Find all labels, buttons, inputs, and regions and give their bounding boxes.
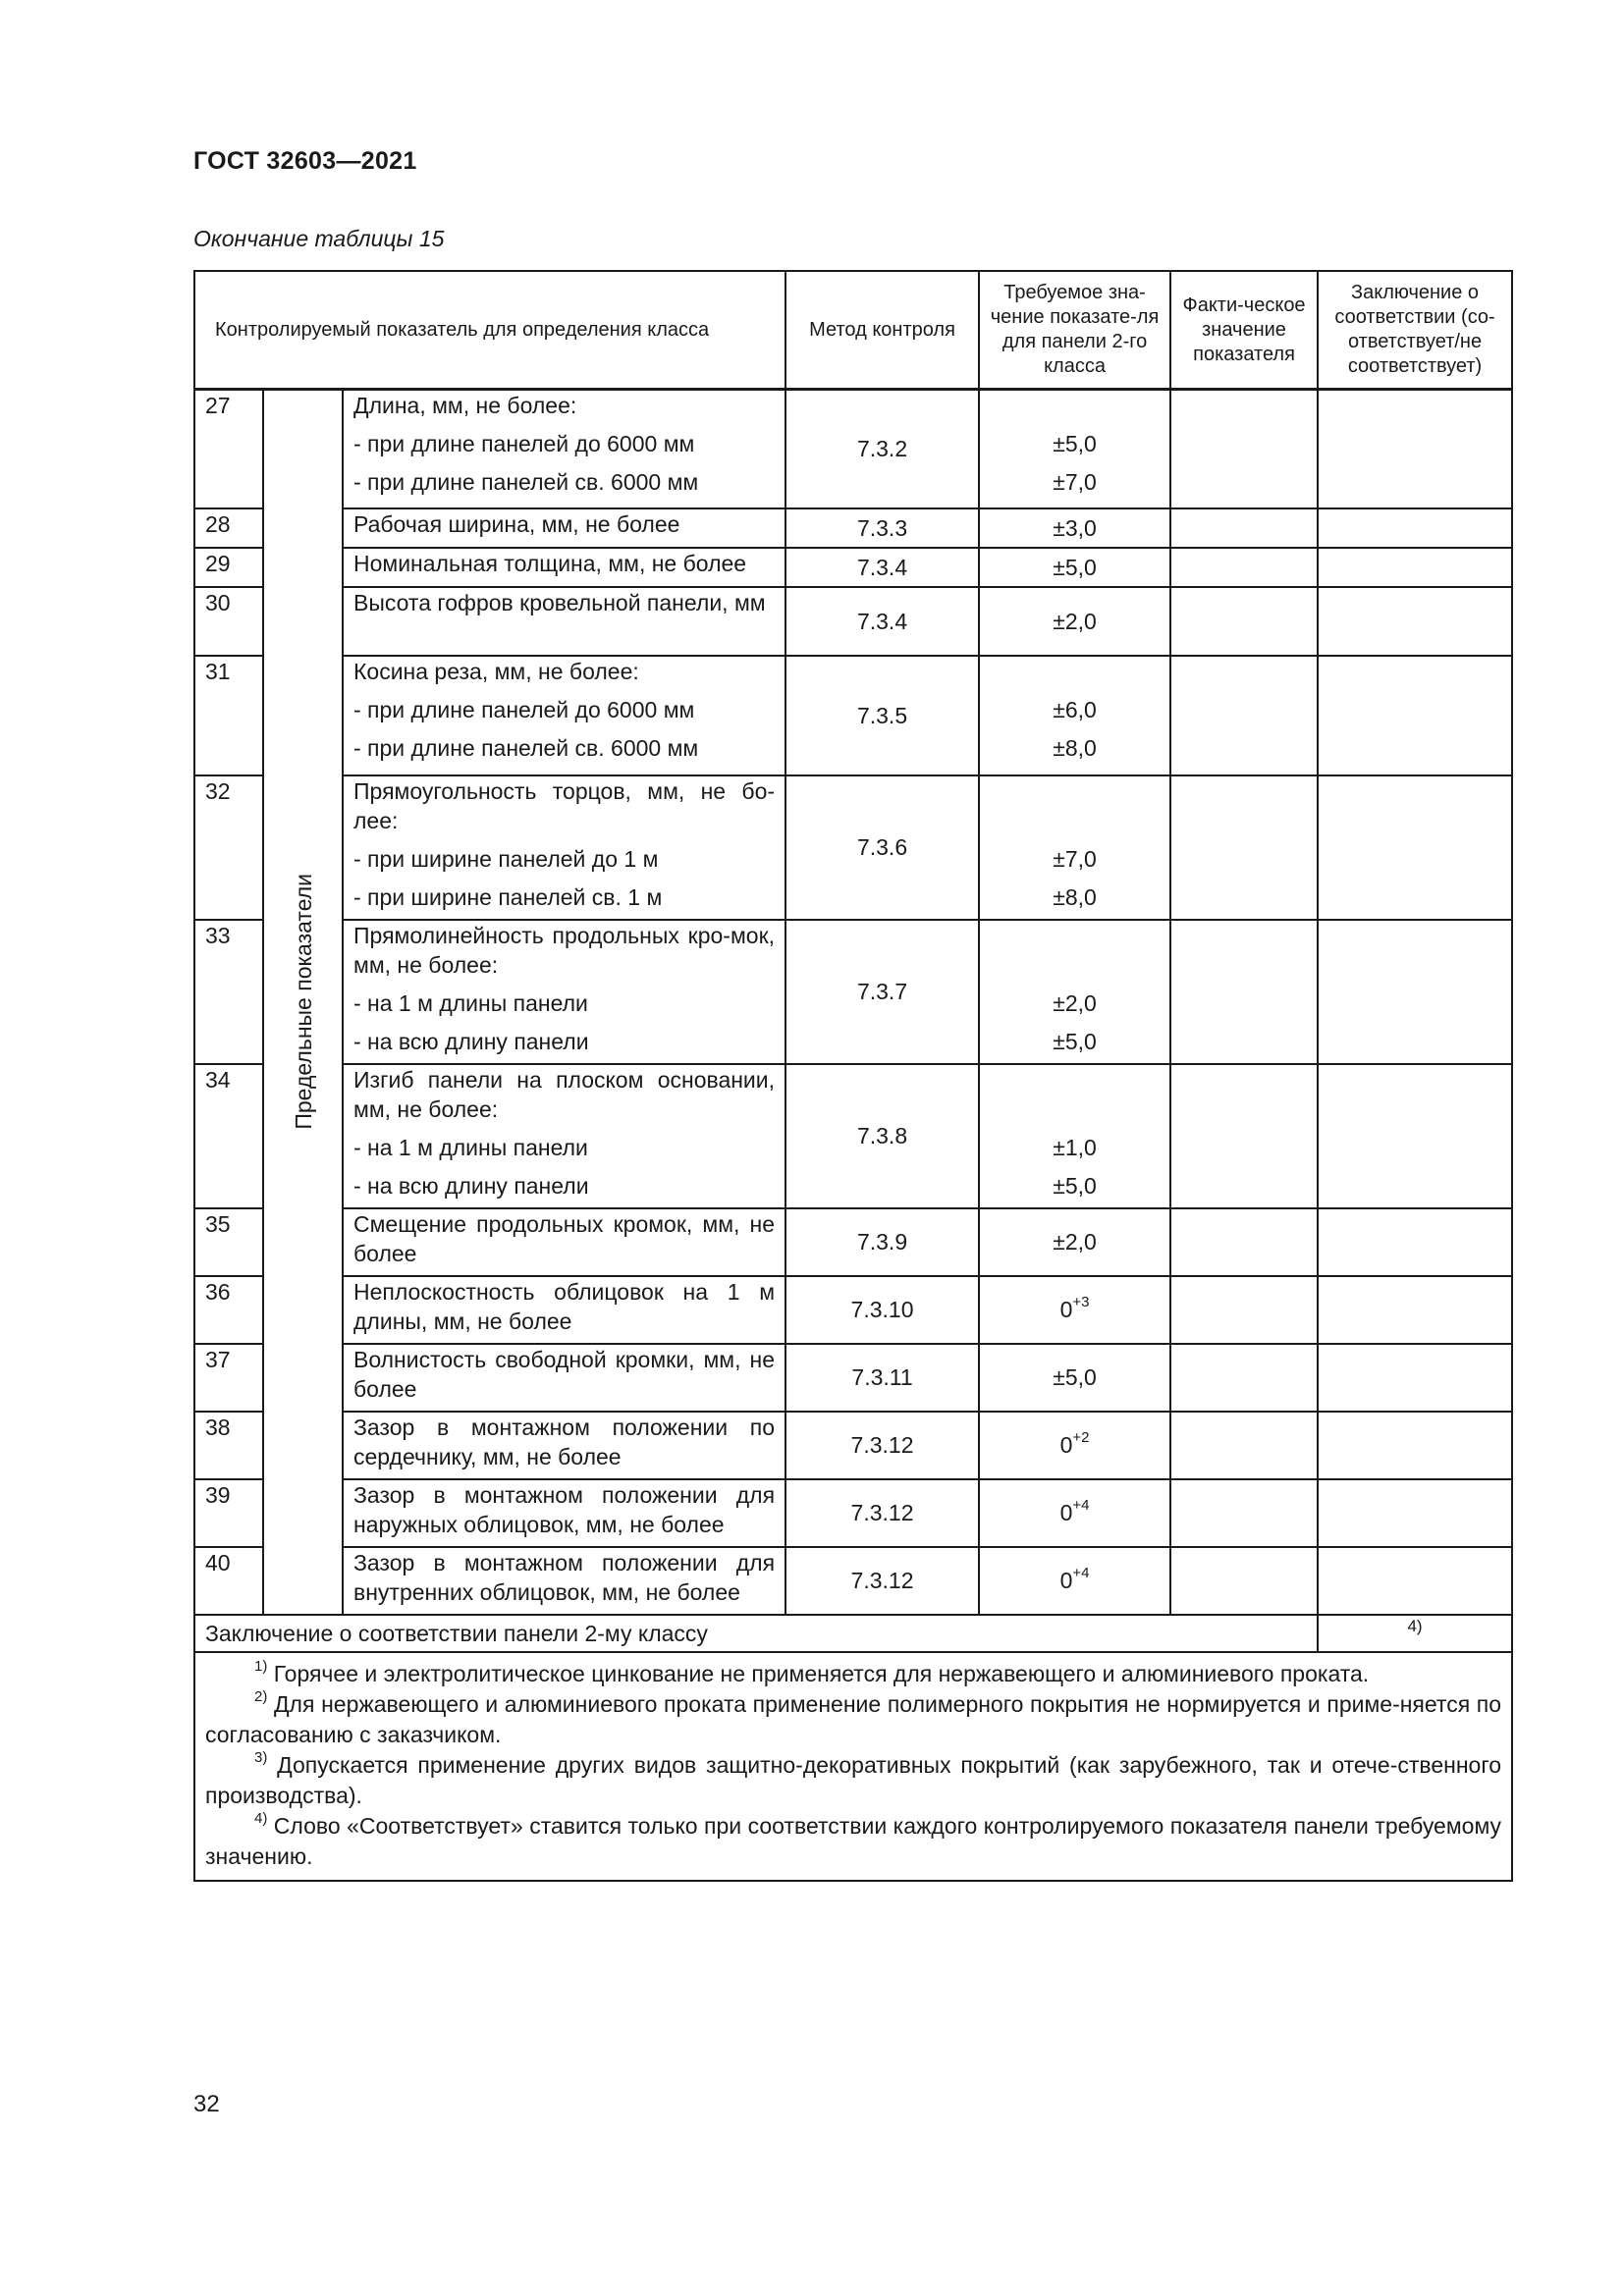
value-base: 0 <box>1059 1297 1073 1322</box>
conformity-cell[interactable] <box>1318 1344 1512 1412</box>
group-label-cell <box>263 390 343 1615</box>
conformity-cell[interactable] <box>1318 1208 1512 1276</box>
row-number: 29 <box>194 548 263 587</box>
method-cell: 7.3.6 <box>785 775 979 920</box>
value-cell <box>979 1412 1170 1479</box>
footnote-mark: 1) <box>254 1657 268 1675</box>
conformity-cell[interactable] <box>1318 508 1512 548</box>
footnote <box>205 1659 1501 1689</box>
table-row <box>194 1547 1512 1615</box>
requirements-table <box>193 270 1513 1882</box>
actual-cell[interactable] <box>1170 1344 1318 1412</box>
value-item: ±5,0 <box>1053 431 1097 456</box>
method-cell: 7.3.12 <box>785 1547 979 1615</box>
footnote-text: Допускается применение других видов защитно-декоративных покрытий (как зарубежного, так и отече-ственного производства). <box>205 1751 1502 1808</box>
indicator-cell <box>343 390 785 508</box>
footnotes <box>194 1652 1512 1881</box>
row-number: 27 <box>194 390 263 508</box>
page-number: 32 <box>193 2091 220 2117</box>
actual-cell[interactable] <box>1170 548 1318 587</box>
conformity-cell[interactable] <box>1318 390 1512 508</box>
indicator-cell: Зазор в монтажном положении для наружных облицовок, мм, не более <box>343 1479 785 1547</box>
conformity-cell[interactable] <box>1318 1479 1512 1547</box>
indicator-title: Косина реза, мм, не более: <box>353 658 639 684</box>
actual-cell[interactable] <box>1170 508 1318 548</box>
table-row <box>194 1208 1512 1276</box>
indicator-item: - при длине панелей св. 6000 мм <box>353 469 699 495</box>
footnote-text: Горячее и электролитическое цинкование не применяется для нержавеющего и алюминиевого проката. <box>267 1660 1370 1686</box>
indicator-title: Прямоугольность торцов, мм, не бо-лее: <box>353 777 776 833</box>
row-number: 38 <box>194 1412 263 1479</box>
value-cell <box>979 656 1170 775</box>
table-row <box>194 920 1512 1064</box>
conclusion-label: Заключение о соответствии панели 2-му классу <box>194 1615 1318 1652</box>
footnote-mark: 2) <box>254 1687 268 1705</box>
value-item: ±8,0 <box>1053 734 1097 761</box>
value-cell <box>979 1479 1170 1547</box>
table-row <box>194 1479 1512 1547</box>
method-cell: 7.3.5 <box>785 656 979 775</box>
conformity-cell[interactable] <box>1318 587 1512 656</box>
indicator-item: - на 1 м длины панели <box>353 989 588 1016</box>
footnote-text: Для нержавеющего и алюминиевого проката применение полимерного покрытия не нормируется и приме-няется по согласованию с заказчиком. <box>205 1690 1502 1747</box>
indicator-cell: Высота гофров кровельной панели, мм <box>343 587 785 656</box>
row-number: 28 <box>194 508 263 548</box>
header-required: Требуемое зна-чение показате-ля для панели 2-го класса <box>979 271 1170 390</box>
value-cell: ±5,0 <box>979 1344 1170 1412</box>
value-tolerance: +3 <box>1072 1294 1090 1311</box>
header-method: Метод контроля <box>785 271 979 390</box>
method-cell: 7.3.9 <box>785 1208 979 1276</box>
actual-cell[interactable] <box>1170 390 1318 508</box>
row-number: 37 <box>194 1344 263 1412</box>
indicator-item: - на 1 м длины панели <box>353 1134 588 1160</box>
row-number: 31 <box>194 656 263 775</box>
actual-cell[interactable] <box>1170 587 1318 656</box>
conformity-cell[interactable] <box>1318 1276 1512 1344</box>
group-label: Предельные показатели <box>290 874 316 1131</box>
table-row <box>194 656 1512 775</box>
value-base: 0 <box>1059 1568 1073 1593</box>
table-row <box>194 1064 1512 1208</box>
actual-cell[interactable] <box>1170 1479 1318 1547</box>
indicator-title: Прямолинейность продольных кро-мок, мм, не более: <box>353 922 776 978</box>
table-header-row <box>194 271 1512 390</box>
table-row <box>194 775 1512 920</box>
conformity-cell[interactable] <box>1318 548 1512 587</box>
footnote <box>205 1811 1501 1872</box>
value-tolerance: +2 <box>1072 1429 1090 1447</box>
value-cell: ±3,0 <box>979 508 1170 548</box>
indicator-cell: Рабочая ширина, мм, не более <box>343 508 785 548</box>
value-item: ±6,0 <box>1053 696 1097 722</box>
method-cell: 7.3.7 <box>785 920 979 1064</box>
footnotes-row <box>194 1652 1512 1881</box>
indicator-item: - при длине панелей св. 6000 мм <box>353 734 699 761</box>
conformity-cell[interactable] <box>1318 1064 1512 1208</box>
row-number: 32 <box>194 775 263 920</box>
value-base: 0 <box>1059 1432 1073 1458</box>
conformity-cell[interactable] <box>1318 1547 1512 1615</box>
conformity-cell[interactable] <box>1318 656 1512 775</box>
footnote-mark: 3) <box>254 1748 268 1766</box>
value-item: ±7,0 <box>1053 845 1097 872</box>
row-number: 36 <box>194 1276 263 1344</box>
value-item: ±2,0 <box>1053 989 1097 1016</box>
method-cell: 7.3.8 <box>785 1064 979 1208</box>
conclusion-row <box>194 1615 1512 1652</box>
value-item: ±5,0 <box>1053 1172 1097 1199</box>
indicator-cell <box>343 775 785 920</box>
value-tolerance: +4 <box>1072 1497 1090 1515</box>
value-base: 0 <box>1059 1500 1073 1525</box>
value-cell <box>979 775 1170 920</box>
conformity-cell[interactable] <box>1318 920 1512 1064</box>
row-number: 30 <box>194 587 263 656</box>
value-cell <box>979 1547 1170 1615</box>
footnote <box>205 1689 1501 1750</box>
value-cell <box>979 1064 1170 1208</box>
indicator-cell: Зазор в монтажном положении для внутренних облицовок, мм, не более <box>343 1547 785 1615</box>
indicator-cell: Смещение продольных кромок, мм, не более <box>343 1208 785 1276</box>
value-item: ±7,0 <box>1053 469 1097 495</box>
method-cell: 7.3.10 <box>785 1276 979 1344</box>
table-row <box>194 508 1512 548</box>
indicator-item: - при длине панелей до 6000 мм <box>353 431 695 456</box>
method-cell: 7.3.12 <box>785 1479 979 1547</box>
value-cell: ±2,0 <box>979 1208 1170 1276</box>
method-cell: 7.3.11 <box>785 1344 979 1412</box>
footnote-text: Слово «Соответствует» ставится только при соответствии каждого контролируемого показателя панели требуемому значению. <box>205 1812 1502 1869</box>
conformity-cell[interactable] <box>1318 775 1512 920</box>
indicator-item: - при длине панелей до 6000 мм <box>353 696 695 722</box>
header-conformity: Заключение о соответствии (со-ответствует/не соответствует) <box>1318 271 1512 390</box>
actual-cell[interactable] <box>1170 775 1318 920</box>
value-cell <box>979 1276 1170 1344</box>
value-cell <box>979 920 1170 1064</box>
actual-cell[interactable] <box>1170 1547 1318 1615</box>
method-cell: 7.3.2 <box>785 390 979 508</box>
actual-cell[interactable] <box>1170 1208 1318 1276</box>
indicator-item: - на всю длину панели <box>353 1028 589 1054</box>
indicator-cell: Неплоскостность облицовок на 1 м длины, мм, не более <box>343 1276 785 1344</box>
indicator-cell <box>343 656 785 775</box>
actual-cell[interactable] <box>1170 1412 1318 1479</box>
document-header: ГОСТ 32603—2021 <box>193 147 417 175</box>
header-actual: Факти-ческое значение показателя <box>1170 271 1318 390</box>
row-number: 39 <box>194 1479 263 1547</box>
indicator-title: Изгиб панели на плоском основании, мм, не более: <box>353 1066 776 1122</box>
conformity-cell[interactable] <box>1318 1412 1512 1479</box>
actual-cell[interactable] <box>1170 920 1318 1064</box>
actual-cell[interactable] <box>1170 656 1318 775</box>
footnote-mark: 4) <box>254 1809 268 1827</box>
value-tolerance: +4 <box>1072 1565 1090 1582</box>
value-cell: ±2,0 <box>979 587 1170 656</box>
indicator-cell: Номинальная толщина, мм, не более <box>343 548 785 587</box>
indicator-cell: Зазор в монтажном положении по сердечнику, мм, не более <box>343 1412 785 1479</box>
indicator-item: - при ширине панелей св. 1 м <box>353 883 663 910</box>
conclusion-note[interactable]: 4) <box>1318 1615 1512 1652</box>
actual-cell[interactable] <box>1170 1276 1318 1344</box>
header-indicator: Контролируемый показатель для определения класса <box>194 271 785 390</box>
method-cell: 7.3.4 <box>785 548 979 587</box>
table-row <box>194 1412 1512 1479</box>
indicator-cell <box>343 1064 785 1208</box>
value-cell <box>979 390 1170 508</box>
indicator-item: - при ширине панелей до 1 м <box>353 845 659 872</box>
table-row <box>194 1344 1512 1412</box>
footnote <box>205 1750 1501 1811</box>
value-item: ±1,0 <box>1053 1134 1097 1160</box>
indicator-cell <box>343 920 785 1064</box>
table-row <box>194 548 1512 587</box>
table-row <box>194 587 1512 656</box>
row-number: 34 <box>194 1064 263 1208</box>
value-cell: ±5,0 <box>979 548 1170 587</box>
value-item: ±5,0 <box>1053 1028 1097 1054</box>
indicator-cell: Волнистость свободной кромки, мм, не более <box>343 1344 785 1412</box>
table-row <box>194 390 1512 508</box>
row-number: 40 <box>194 1547 263 1615</box>
row-number: 33 <box>194 920 263 1064</box>
method-cell: 7.3.12 <box>785 1412 979 1479</box>
method-cell: 7.3.4 <box>785 587 979 656</box>
method-cell: 7.3.3 <box>785 508 979 548</box>
value-item: ±8,0 <box>1053 883 1097 910</box>
indicator-title: Длина, мм, не более: <box>353 393 577 418</box>
table-row <box>194 1276 1512 1344</box>
table-caption: Окончание таблицы 15 <box>193 226 445 251</box>
indicator-item: - на всю длину панели <box>353 1172 589 1199</box>
row-number: 35 <box>194 1208 263 1276</box>
actual-cell[interactable] <box>1170 1064 1318 1208</box>
